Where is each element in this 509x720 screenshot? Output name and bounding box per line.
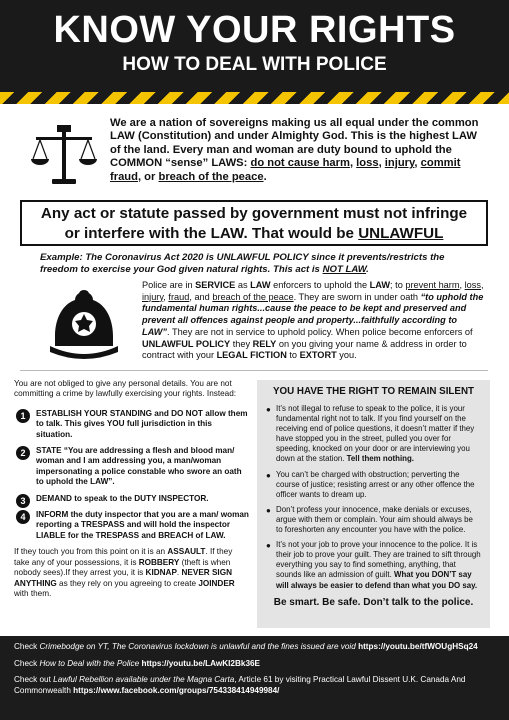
intro-paragraph: We are a nation of sovereigns making us all equal under the common LAW (Constitution) and under Almighty God. This is the highest LAW of the land. Every man and woman are duty bound to uphold the COMMON “sense” LAWS: do not cause harm, loss, injury, commit fraud, or breach of the peace.: [110, 117, 479, 183]
bullet-dot-icon: ●: [266, 405, 271, 414]
unlawful-callout: [20, 200, 488, 246]
youtube-link-2[interactable]: https://youtu.be/LAwKI2Bk36E: [141, 658, 261, 668]
instructions-column: [14, 379, 250, 599]
bullet-dot-icon: ●: [266, 470, 271, 480]
silence-bullet: ● It’s not your job to prove your innocence to the police. It is their job to prove your guilt. They are trained to sift through everything you say to find something, anything, that sounds like an admission of guilt. What you DON’T say will always be easier to defend than what you DO say.: [266, 540, 481, 590]
example-note: Example: The Coronavirus Act 2020 is UNLAWFUL POLICY since it prevents/restricts the freedom to exercise your God given natural rights. This act is NOT LAW.: [40, 252, 445, 275]
page-subtitle: HOW TO DEAL WITH POLICE: [122, 54, 387, 75]
scales-of-justice-icon: [30, 121, 98, 189]
silence-bullet: ● It’s not illegal to refuse to speak to the police, it is your fundamental right not to talk. If you find yourself on the receiving end of police questions, it doesn’t matter if they have stopped you in the street, pulled you over for speeding, knocked on your door or are interviewing you down at the station. Tell them nothing.: [266, 404, 475, 464]
footer-line-2: Check How to Deal with the Police https://youtu.be/LAwKI2Bk36E: [14, 658, 261, 668]
silence-slogan: Be smart. Be safe. Don’t talk to the police.: [273, 596, 474, 608]
page-title: KNOW YOUR RIGHTS: [53, 9, 456, 51]
step-number-badge: 4: [16, 510, 30, 524]
step-text: INFORM the duty inspector that you are a man/ woman reporting a TRESPASS and will hold the inspector LIABLE for the TRESPASS and BREACH of LAW.: [36, 510, 249, 540]
silence-bullet: ● Don’t profess your innocence, make denials or excuses, argue with them or complain. Your aim should always be to foreshorten any encounter you have with the police.: [266, 504, 473, 535]
silence-heading: YOU HAVE THE RIGHT TO REMAIN SILENT: [272, 386, 475, 397]
instructions-intro: You are not obliged to give any personal details. You are not committing a crime by lawfully exercising your rights. Instead:: [14, 379, 237, 399]
step-item: [14, 510, 250, 541]
step-number-badge: 1: [16, 409, 30, 423]
step-number-badge: 2: [16, 446, 30, 460]
youtube-link-1[interactable]: https://youtu.be/tfWOUgHSq24: [358, 642, 478, 651]
footer-line-1: Check Crimebodge on YT, The Coronavirus lockdown is unlawful and the fines issued are void https://youtu.be/tfWOUgHSq24: [14, 642, 478, 651]
unlawful-line-2: or interfere with the LAW. That would be UNLAWFUL: [64, 225, 444, 242]
step-number-badge: 3: [16, 494, 30, 508]
step-text: DEMAND to speak to the DUTY INSPECTOR.: [36, 493, 209, 503]
footer-line-3: Check out Lawful Rebellion available under the Magna Carta, Article 61 by visiting Practical Lawful Dissent U.K. Canada And Commonwealth https://www.facebook.com/groups/754338414949984/: [14, 675, 466, 695]
hazard-stripe: [0, 92, 509, 104]
bullet-dot-icon: ●: [266, 541, 271, 551]
right-to-silence-box: [257, 380, 490, 628]
header: [0, 0, 509, 92]
silence-bullet: ● You can’t be charged with obstruction; perverting the course of justice; resisting arrest or any other offence the officer wants to dream up.: [266, 469, 475, 499]
step-text: STATE “You are addressing a flesh and blood man/ woman and I am addressing you, a man/woman impersonating a police constable who swore an oath to uphold the LAW”.: [36, 446, 242, 487]
section-divider: [20, 370, 488, 371]
unlawful-line-1: Any act or statute passed by government must not infringe: [40, 205, 468, 222]
step-item: [14, 494, 250, 504]
intro-section: [30, 117, 490, 184]
step-item: [14, 409, 250, 440]
consequences-paragraph: If they touch you from this point on it is an ASSAULT. If they take any of your possessions, it is ROBBERY (theft is when nobody sees).If they arrest you, it is KIDNAP. NEVER SIGN ANYTHING as they rely on you agreeing to create JOINDER with them.: [14, 547, 235, 598]
police-duty-paragraph: Police are in SERVICE as LAW enforcers to uphold the LAW; to prevent harm, loss, injury, fraud, and breach of the peace. They are sworn in under oath “to uphold the fundamental human rights...cause the peace to be kept and preserved and prevent all offences against people and property...faithfully according to LAW”. They are not in service to uphold policy. When police become enforcers of UNLAWFUL POLICY they RELY on you giving your name & address in order to contract with your LEGAL FICTION to EXTORT you.: [142, 280, 484, 361]
bullet-dot-icon: ●: [266, 505, 271, 515]
facebook-link[interactable]: https://www.facebook.com/groups/754338414949984/: [73, 685, 280, 695]
police-helmet-icon: [44, 286, 124, 366]
step-text: ESTABLISH YOUR STANDING and DO NOT allow them to talk. This gives YOU full jurisdiction in this situation.: [36, 408, 248, 439]
step-item: [14, 446, 250, 488]
footer: [0, 636, 509, 720]
